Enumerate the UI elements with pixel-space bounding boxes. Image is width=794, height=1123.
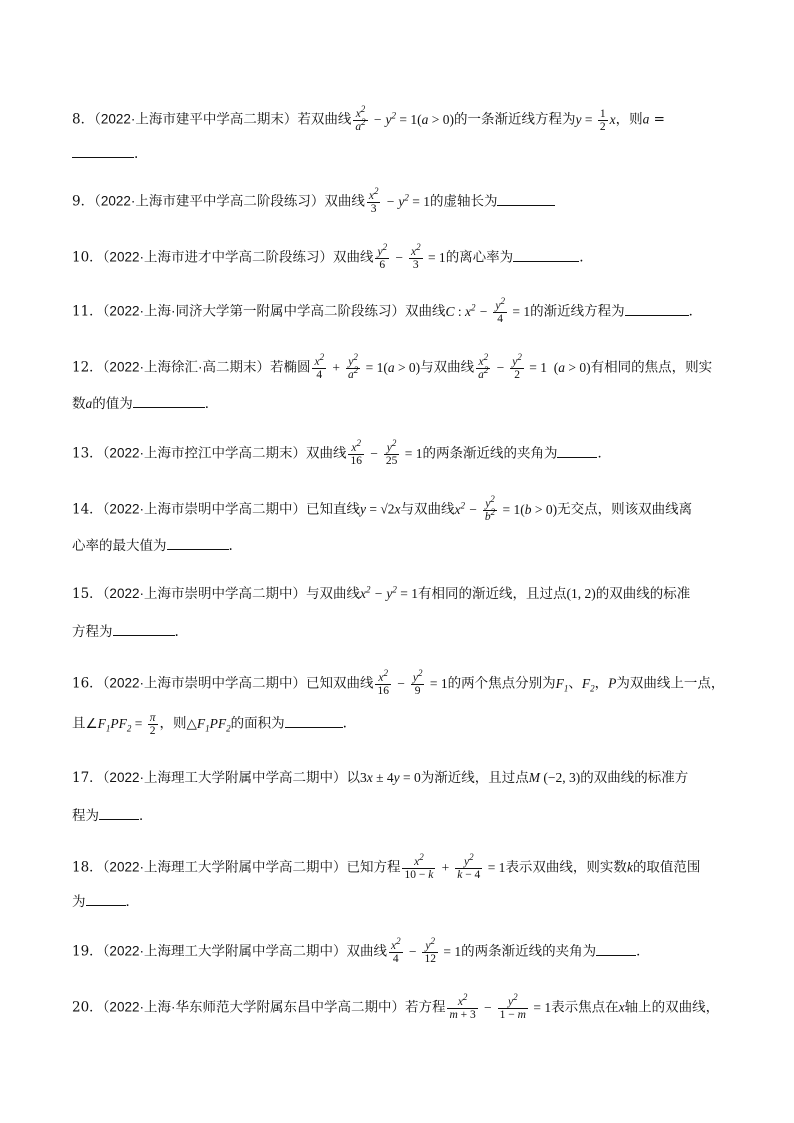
answer-blank[interactable] (86, 892, 126, 906)
answer-blank[interactable] (99, 806, 139, 820)
question-14-cont: 心率的最大值为 . (72, 538, 233, 554)
question-13: 13．（2022·上海市控江中学高二期末）双曲线 $\frac{x^2}{16}$ − $\frac{y^2}{25}$ = 1的两条渐近线的夹角为 ． (72, 438, 611, 467)
question-16-cont: 且$\angle F_1PF_2$ = $\frac{\pi}{2}$ ，则$\triangle F_1PF_2$的面积为 . (72, 712, 347, 737)
question-8-cont: . (72, 144, 722, 164)
answer-blank[interactable] (72, 144, 134, 158)
answer-blank[interactable] (497, 192, 555, 206)
question-17-cont: 程为 ． (72, 808, 153, 824)
question-16: 16．（2022·上海市崇明中学高二期中）已知双曲线 $\frac{x^2}{16}$ − $\frac{y^2}{9}$ = 1的两个焦点分别为$F_1$、$F_2$，P为双曲线上一点， (72, 668, 725, 697)
question-15-cont: 方程为 . (72, 624, 179, 640)
question-9: 9．（2022·上海市建平中学高二阶段练习）双曲线 $\frac{x^2}{3}$ − $y^2 = 1$的虚轴长为 (72, 190, 722, 215)
question-20: 20．（2022·上海·华东师范大学附属东昌中学高二期中）若方程 $\frac{x^2}{m + 3}$ − $\frac{y^2}{1 - m}$ = 1表示焦点在x轴上的双曲线， (72, 992, 720, 1021)
question-17: 17．（2022·上海理工大学附属中学高二期中）以3x ± 4y = 0为渐近线，且过点M (−2, 3)的双曲线的标准方 (72, 770, 689, 786)
answer-blank[interactable] (596, 942, 636, 956)
answer-blank[interactable] (167, 536, 229, 550)
answer-blank[interactable] (285, 714, 343, 728)
question-8: 8．（2022·上海市建平中学高二期末）若双曲线 $\frac{x^2}{a^2}$ − $y^2 = 1(a > 0)$的一条渐近线方程为y = $\frac{1}{2}$ x，则a = (72, 104, 665, 133)
question-12: 12．（2022·上海徐汇·高二期末）若椭圆 $\frac{x^2}{4}$ + $\frac{y^2}{a^2}$ = 1(a > 0)与双曲线 $\frac{x^2}{a^2}$ − $\frac{y^2}{2}$ = 1 (a > 0)有相同的焦点，则实 (72, 352, 713, 381)
question-14: 14．（2022·上海市崇明中学高二期中）已知直线y = √2x与双曲线$x^2$ − $\frac{y^2}{b^2}$ = 1(b > 0)无交点，则该双曲线离 (72, 494, 693, 523)
answer-blank[interactable] (133, 394, 205, 408)
question-18: 18．（2022·上海理工大学附属中学高二期中）已知方程 $\frac{x^2}{10 - k}$ + $\frac{y^2}{k - 4}$ = 1表示双曲线，则实数k的取值范围 (72, 852, 701, 881)
question-19: 19．（2022·上海理工大学附属中学高二期中）双曲线 $\frac{x^2}{4}$ − $\frac{y^2}{12}$ = 1的两条渐近线的夹角为 ． (72, 936, 650, 965)
answer-blank[interactable] (625, 302, 689, 316)
answer-blank[interactable] (557, 444, 597, 458)
question-15: 15．（2022·上海市崇明中学高二期中）与双曲线$x^2 - y^2 = 1$有相同的渐近线，且过点(1, 2)的双曲线的标准 (72, 584, 691, 602)
answer-blank[interactable] (513, 248, 579, 262)
question-10: 10．（2022·上海市进才中学高二阶段练习）双曲线 $\frac{y^2}{6}$ − $\frac{x^2}{3}$ = 1的离心率为 . (72, 242, 584, 271)
question-11: 11．（2022·上海·同济大学第一附属中学高二阶段练习）双曲线C : $x^2$ − $\frac{y^2}{4}$ = 1的渐近线方程为 ． (72, 296, 703, 325)
question-12-cont: 数a的值为 ． (72, 396, 219, 412)
question-18-cont: 为 ． (72, 894, 139, 910)
answer-blank[interactable] (113, 622, 175, 636)
